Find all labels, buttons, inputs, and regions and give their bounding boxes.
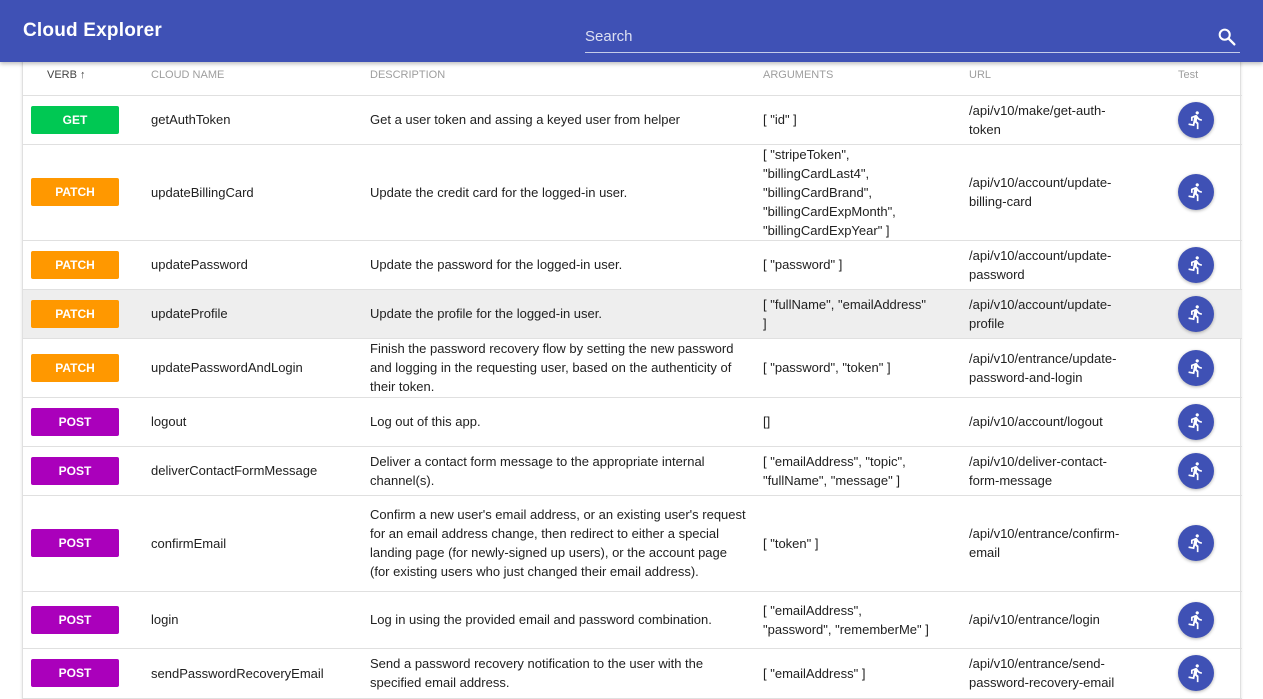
cloud-name: getAuthToken [143,95,362,144]
run-test-button[interactable] [1178,102,1214,138]
app-title: Cloud Explorer [23,20,162,41]
run-icon [1186,461,1206,481]
test-cell [1170,648,1242,698]
url: /api/v10/entrance/send-password-recovery-email [961,648,1170,698]
run-test-button[interactable] [1178,174,1214,210]
description: Deliver a contact form message to the appropriate internal channel(s). [362,446,755,495]
url: /api/v10/deliver-contact-form-message [961,446,1170,495]
test-cell [1170,144,1242,240]
url: /api/v10/account/update-billing-card [961,144,1170,240]
test-cell [1170,289,1242,338]
verb-cell [23,95,143,144]
url: /api/v10/make/get-auth-token [961,95,1170,144]
description: Get a user token and assing a keyed user from helper [362,95,755,144]
description: Update the credit card for the logged-in user. [362,144,755,240]
description: Update the password for the logged-in user. [362,240,755,289]
description: Update the profile for the logged-in user. [362,289,755,338]
table-row[interactable] [23,591,1242,648]
endpoints-table [23,39,1242,699]
cloud-name: updateProfile [143,289,362,338]
verb-badge: PATCH [31,354,119,382]
arguments: [ "fullName", "emailAddress" ] [755,289,961,338]
verb-cell [23,240,143,289]
run-test-button[interactable] [1178,655,1214,691]
verb-badge: POST [31,529,119,557]
run-icon [1186,110,1206,130]
verb-cell [23,591,143,648]
verb-cell [23,338,143,397]
run-icon [1186,533,1206,553]
description: Log in using the provided email and password combination. [362,591,755,648]
run-icon [1186,663,1206,683]
run-icon [1186,412,1206,432]
search-input[interactable] [585,24,1195,48]
arguments: [ "password", "token" ] [755,338,961,397]
run-icon [1186,182,1206,202]
description: Log out of this app. [362,397,755,446]
endpoints-card [22,38,1241,699]
cloud-name: sendPasswordRecoveryEmail [143,648,362,698]
cloud-name: login [143,591,362,648]
run-test-button[interactable] [1178,404,1214,440]
run-icon [1186,304,1206,324]
verb-cell [23,495,143,591]
verb-badge: PATCH [31,251,119,279]
column-header-cloud-name[interactable]: CLOUD NAME [143,39,362,95]
table-row[interactable] [23,144,1242,240]
app-bar [0,0,1263,62]
arguments: [ "token" ] [755,495,961,591]
verb-cell [23,648,143,698]
test-cell [1170,591,1242,648]
test-cell [1170,95,1242,144]
url: /api/v10/account/update-password [961,240,1170,289]
cloud-name: logout [143,397,362,446]
verb-badge: POST [31,408,119,436]
arguments: [ "emailAddress" ] [755,648,961,698]
arguments: [ "emailAddress", "password", "rememberMe" ] [755,591,961,648]
run-test-button[interactable] [1178,453,1214,489]
table-row[interactable] [23,648,1242,698]
cloud-name: updatePassword [143,240,362,289]
table-row[interactable] [23,446,1242,495]
run-test-button[interactable] [1178,296,1214,332]
arguments: [ "emailAddress", "topic", "fullName", "message" ] [755,446,961,495]
verb-badge: PATCH [31,300,119,328]
test-cell [1170,338,1242,397]
description: Confirm a new user's email address, or an existing user's request for an email address change, then redirect to either a special landing page (for newly-signed up users), or the account page (for existing users who just changed their email address). [362,495,755,591]
url: /api/v10/entrance/login [961,591,1170,648]
verb-badge: POST [31,659,119,687]
url: /api/v10/account/update-profile [961,289,1170,338]
run-icon [1186,255,1206,275]
table-row[interactable] [23,338,1242,397]
description: Send a password recovery notification to the user with the specified email address. [362,648,755,698]
test-cell [1170,240,1242,289]
verb-cell [23,397,143,446]
verb-badge: POST [31,457,119,485]
verb-cell [23,289,143,338]
run-test-button[interactable] [1178,247,1214,283]
cloud-name: updatePasswordAndLogin [143,338,362,397]
test-cell [1170,495,1242,591]
arguments: [ "stripeToken", "billingCardLast4", "billingCardBrand", "billingCardExpMonth", "billingCardExpYear" ] [755,144,961,240]
test-cell [1170,446,1242,495]
column-header-arguments[interactable]: ARGUMENTS [755,39,961,95]
run-test-button[interactable] [1178,525,1214,561]
table-row[interactable] [23,397,1242,446]
run-test-button[interactable] [1178,350,1214,386]
cloud-name: updateBillingCard [143,144,362,240]
verb-cell [23,446,143,495]
url: /api/v10/entrance/confirm-email [961,495,1170,591]
sort-arrow-icon[interactable]: ↑ [79,68,86,81]
run-icon [1186,610,1206,630]
arguments: [ "id" ] [755,95,961,144]
description: Finish the password recovery flow by setting the new password and logging in the requesting user, based on the authenticity of their token. [362,338,755,397]
column-header-url[interactable]: URL [961,39,1170,95]
column-header-description[interactable]: DESCRIPTION [362,39,755,95]
arguments: [] [755,397,961,446]
url: /api/v10/account/logout [961,397,1170,446]
table-row[interactable] [23,495,1242,591]
table-row[interactable] [23,289,1242,338]
cloud-name: deliverContactFormMessage [143,446,362,495]
verb-badge: GET [31,106,119,134]
column-header-test: Test [1170,39,1242,95]
column-header-verb[interactable]: VERB ↑ [23,39,143,95]
test-cell [1170,397,1242,446]
run-icon [1186,358,1206,378]
cloud-name: confirmEmail [143,495,362,591]
run-test-button[interactable] [1178,602,1214,638]
verb-badge: POST [31,606,119,634]
arguments: [ "password" ] [755,240,961,289]
search-icon[interactable] [1216,26,1238,48]
verb-badge: PATCH [31,178,119,206]
url: /api/v10/entrance/update-password-and-login [961,338,1170,397]
table-row[interactable] [23,240,1242,289]
verb-cell [23,144,143,240]
table-row[interactable] [23,95,1242,144]
search-bar[interactable] [585,22,1240,53]
